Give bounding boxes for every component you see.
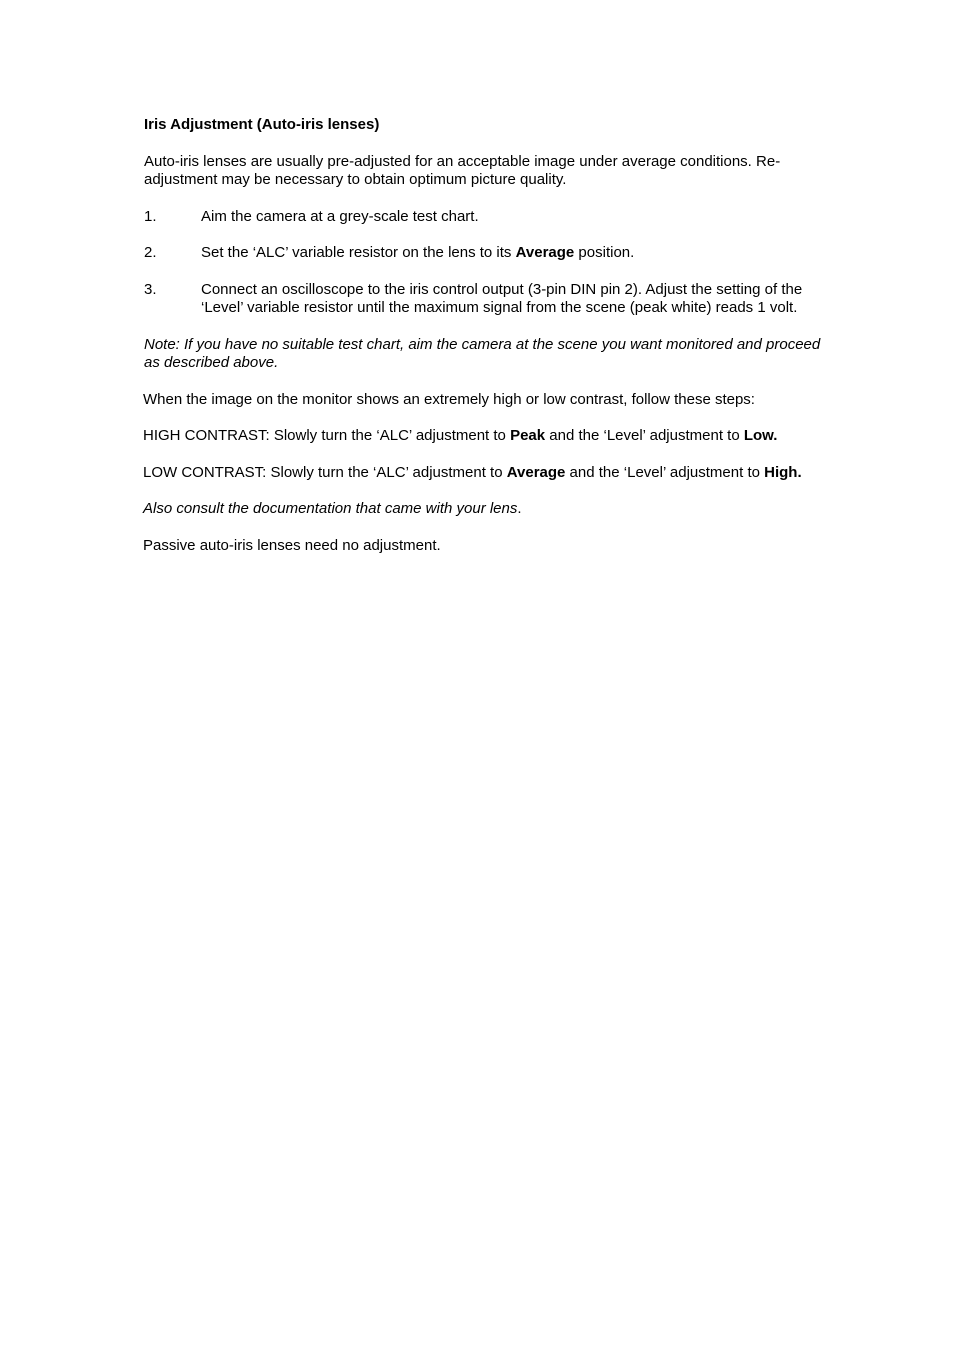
high-contrast-text-before: HIGH CONTRAST: Slowly turn the ‘ALC’ adjustment to [143,427,511,444]
step-item [143,244,823,263]
consult-paragraph [143,500,823,519]
consult-period: . [517,500,522,517]
low-contrast-bold-high: High. [764,463,802,481]
high-contrast-paragraph [143,427,823,446]
step-item [143,208,823,227]
high-contrast-text-middle: and the ‘Level’ adjustment to [545,427,744,444]
contrast-intro-paragraph: When the image on the monitor shows an extremely high or low contrast, follow these steps: [143,390,755,408]
step-number: 1. [144,207,157,225]
step-text-before: Set the ‘ALC’ variable resistor on the lens to its [201,244,516,261]
low-contrast-paragraph [143,464,823,483]
note-paragraph: Note: If you have no suitable test chart, aim the camera at the scene you want monitored and proceed as described above. [144,335,821,371]
document-page [143,116,823,573]
section-heading: Iris Adjustment (Auto-iris lenses) [144,116,380,133]
low-contrast-bold-average: Average [506,463,566,481]
intro-paragraph: Auto-iris lenses are usually pre-adjusted for an acceptable image under average conditions. Re- adjustment may be necessary to obtain optimum picture quality. [144,152,781,188]
step-text: Aim the camera at a grey-scale test chart. [201,207,479,225]
high-contrast-bold-low: Low. [743,427,778,444]
consult-text: Also consult the documentation that came with your lens [143,500,518,517]
step-number: 3. [144,280,157,298]
step-text: Connect an oscilloscope to the iris control output (3-pin DIN pin 2). Adjust the setting of the ‘Level’ variable resistor until the maximum signal from the scene (peak white) reads 1 volt. [201,280,803,316]
passive-paragraph: Passive auto-iris lenses need no adjustment. [143,536,441,554]
step-number: 2. [144,244,157,261]
low-contrast-text-middle: and the ‘Level’ adjustment to [565,463,765,481]
low-contrast-text-before: LOW CONTRAST: Slowly turn the ‘ALC’ adjustment to [143,463,507,481]
step-text-after: position. [574,244,635,261]
step-text [201,244,823,263]
step-bold-average: Average [515,244,575,261]
high-contrast-bold-peak: Peak [510,427,546,444]
step-item [143,281,823,318]
